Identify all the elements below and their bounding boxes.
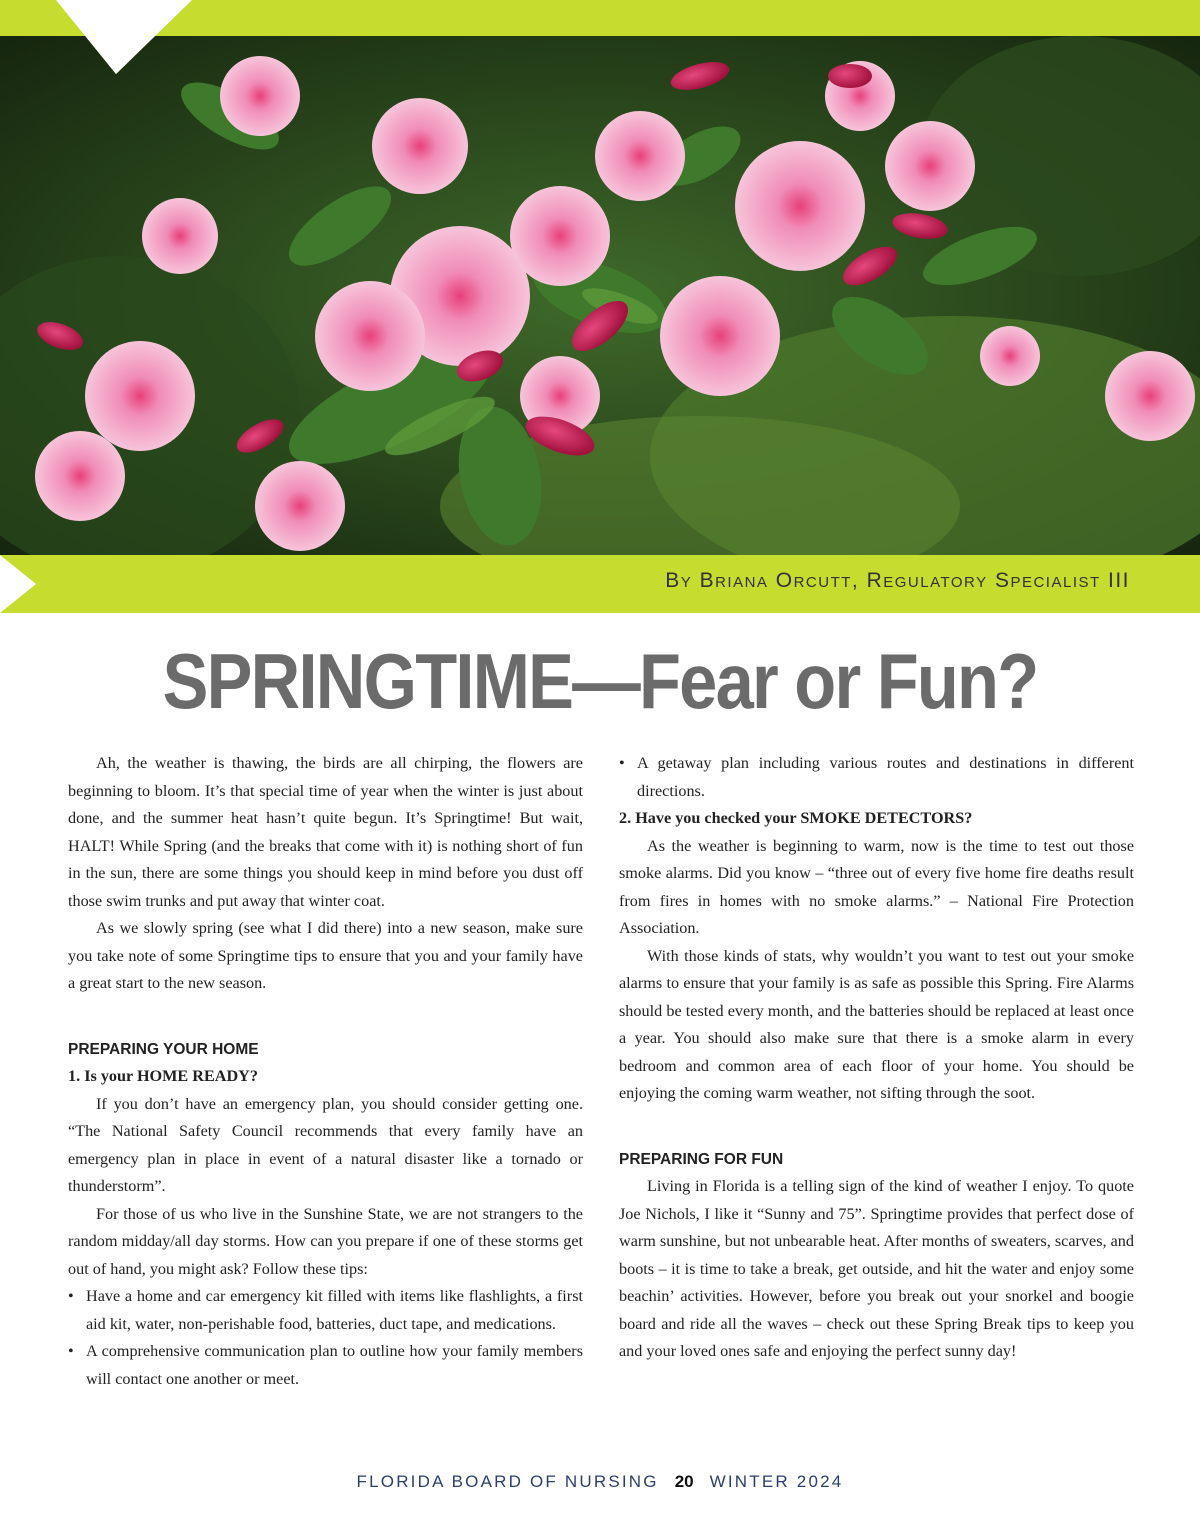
list-item: • A comprehensive communication plan to outline how your family members will contact one another or meet. [68,1338,583,1393]
intro-paragraph-1: Ah, the weather is thawing, the birds are all chirping, the flowers are beginning to bloom. It’s that special time of year when the winter is just about done, and the summer heat hasn’t quite begun. It’s Springtime! But wait, HALT! While Spring (and the breaks that come with it) is nothing short of fun in the sun, there are some things you should keep in mind before you dust off those swim trunks and put away that winter coat. [68,754,583,910]
top-left-chevron [0,0,192,74]
smoke-paragraph-1: As the weather is beginning to warm, now is the time to test out those smoke alarms. Did you know – “three out of every five home fire deaths result from fires in homes with no smoke alarms.” – National Fire Protection Association. [619,836,1134,937]
left-column [68,750,583,1393]
byline-notch [0,555,36,613]
publication-name: FLORIDA BOARD OF NURSING [356,1472,659,1491]
intro-paragraph-2: As we slowly spring (see what I did there) into a new season, make sure you take note of some Springtime tips to ensure that you and your family have a great start to the new season. [68,919,583,992]
byline-bar [0,555,1200,613]
list-item: • Have a home and car emergency kit filled with items like flashlights, a first aid kit, water, non-perishable food, batteries, duct tape, and medications. [68,1283,583,1338]
page-footer [0,1472,1200,1492]
issue-label: WINTER 2024 [709,1472,844,1491]
list-item: • A getaway plan including various routes and destinations in different directions. [619,750,1134,805]
article-title: SPRINGTIME—Fear or Fun? [162,637,1038,725]
home-paragraph-1: If you don’t have an emergency plan, you should consider getting one. “The National Safety Council recommends that every family have an emergency plan in place in event of a natural disaster like a tornado or thunderstorm”. [68,1094,583,1195]
emergency-tips-list-continued [619,750,1134,805]
fun-paragraph-1: Living in Florida is a telling sign of the kind of weather I enjoy. To quote Joe Nichols, I like it “Sunny and 75”. Springtime provides that perfect dose of warm sunshine, but not unbearable heat. After months of sweaters, scarves, and boots – it is time to take a break, get outside, and hit the water and enjoy some beachin’ activities. However, before you break out your snorkel and boogie board and ride all the waves – check out these Spring Break tips to keep you and your loved ones safe and enjoying the perfect sunny day! [619,1177,1134,1360]
question-smoke-detectors: 2. Have you checked your SMOKE DETECTORS? [619,809,973,827]
smoke-paragraph-2: With those kinds of stats, why wouldn’t you want to test out your smoke alarms to ensure that your family is as safe as possible this Spring. Fire Alarms should be tested every month, and the batteries should be replaced at least once a year. You should also make sure that there is a smoke alarm in every bedroom and common area of each floor of your home. You should be enjoying the coming warm weather, not sifting through the soot. [619,946,1134,1102]
home-paragraph-2: For those of us who live in the Sunshine State, we are not strangers to the random midday/all day storms. How can you prepare if one of these storms get out of hand, you might ask? Follow these tips: [68,1204,583,1278]
page-number: 20 [674,1472,694,1491]
section-heading-fun: PREPARING FOR FUN [619,1150,784,1168]
right-column [619,750,1134,1366]
spring-flowers-photo [0,36,1200,555]
emergency-tips-list [68,1283,583,1393]
author-byline: By Briana Orcutt, Regulatory Specialist III [665,569,1130,592]
section-heading-home: PREPARING YOUR HOME [68,1040,259,1058]
question-home-ready: 1. Is your HOME READY? [68,1067,258,1085]
